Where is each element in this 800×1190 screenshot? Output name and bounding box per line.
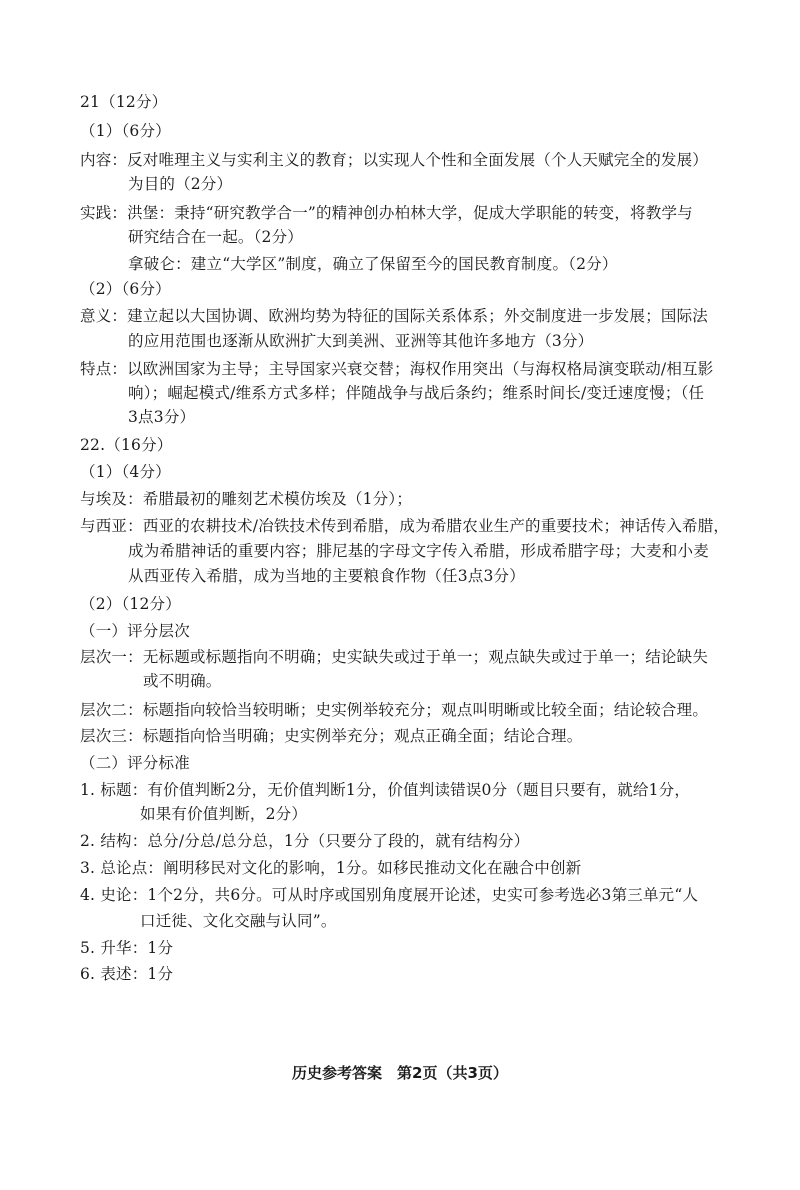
q21-meaning-line1 bbox=[80, 306, 708, 326]
practice-label: 实践： bbox=[80, 204, 128, 222]
level3-line1 bbox=[80, 726, 582, 746]
q21-content-line1 bbox=[80, 150, 708, 170]
level1-line1 bbox=[80, 647, 708, 667]
criterion-4-line1: 4. 史论：1个2分，共6分。可从时序或国别角度展开论述，史实可参考选必3第三单元“人 bbox=[80, 886, 699, 904]
q22-part1-heading: （1）（4分） bbox=[80, 463, 171, 481]
q21-practice-line1 bbox=[80, 203, 693, 223]
q21-content-line2: 为目的（2分） bbox=[128, 175, 233, 193]
q22-westasia-line3: 从西亚传入希腊，成为当地的主要粮食作物（任3点3分） bbox=[128, 567, 525, 585]
level2-label: 层次二： bbox=[80, 701, 143, 719]
level1-label: 层次一： bbox=[80, 648, 143, 666]
practice-text: 洪堡：秉持“研究教学合一”的精神创办柏林大学，促成大学职能的转变，将教学与 bbox=[127, 204, 693, 222]
feature-text: 以欧洲国家为主导；主导国家兴衰交替；海权作用突出（与海权格局演变联动/相互影 bbox=[127, 360, 714, 378]
criterion-4-line2: 口迁徙、文化交融与认同”。 bbox=[140, 912, 337, 930]
q21-feature-line2: 响）；崛起模式/维系方式多样；伴随战争与战后条约；维系时间长/变迁速度慢；（任 bbox=[128, 384, 705, 402]
q22-westasia-line2: 成为希腊神话的重要内容；腓尼基的字母文字传入希腊，形成希腊字母；大麦和小麦 bbox=[128, 542, 709, 560]
content-text: 反对唯理主义与实利主义的教育；以实现人个性和全面发展（个人天赋完全的发展） bbox=[127, 151, 709, 169]
level2-text: 标题指向较恰当较明晰；史实例举较充分；观点叫明晰或比较全面；结论较合理。 bbox=[142, 701, 709, 719]
criteria-title: （二）评分标准 bbox=[80, 754, 190, 772]
level2-line1 bbox=[80, 700, 708, 720]
q21-heading: 21（12分） bbox=[80, 93, 168, 111]
q22-westasia-line1 bbox=[80, 516, 729, 536]
q21-feature-line3: 3点3分） bbox=[128, 408, 196, 426]
level3-text: 标题指向恰当明确；史实例举充分；观点正确全面；结论合理。 bbox=[142, 727, 583, 745]
q22-part2-heading: （2）（12分） bbox=[80, 595, 181, 613]
content-label: 内容： bbox=[80, 151, 128, 169]
q21-feature-line1 bbox=[80, 359, 713, 379]
criterion-5: 5. 升华：1分 bbox=[80, 939, 174, 957]
westasia-text: 西亚的农耕技术/冶铁技术传到希腊，成为希腊农业生产的重要技术；神话传入希腊， bbox=[142, 517, 730, 535]
feature-label: 特点： bbox=[80, 360, 128, 378]
q21-practice-line3: 拿破仑：建立“大学区”制度，确立了保留至今的国民教育制度。（2分） bbox=[128, 255, 618, 273]
criterion-1-line2: 如果有价值判断，2分） bbox=[140, 805, 308, 823]
criterion-3: 3. 总论点：阐明移民对文化的影响，1分。如移民推动文化在融合中创新 bbox=[80, 859, 582, 877]
page-footer: 历史参考答案 第2页（共3页） bbox=[292, 1064, 508, 1082]
level3-label: 层次三： bbox=[80, 727, 143, 745]
level1-line2: 或不明确。 bbox=[143, 672, 222, 690]
q21-meaning-line2: 的应用范围也逐渐从欧洲扩大到美洲、亚洲等其他许多地方（3分） bbox=[128, 332, 594, 350]
criterion-6: 6. 表述：1分 bbox=[80, 965, 174, 983]
q22-egypt-line1 bbox=[80, 489, 412, 509]
q21-part1-heading: （1）（6分） bbox=[80, 122, 171, 140]
criterion-2: 2. 结构：总分/分总/总分总，1分（只要分了段的，就有结构分） bbox=[80, 832, 530, 850]
meaning-text: 建立起以大国协调、欧洲均势为特征的国际关系体系；外交制度进一步发展；国际法 bbox=[127, 307, 709, 325]
q22-heading: 22.（16分） bbox=[80, 436, 173, 454]
westasia-label: 与西亚： bbox=[80, 517, 143, 535]
egypt-label: 与埃及： bbox=[80, 490, 143, 508]
q21-part2-heading: （2）（6分） bbox=[80, 280, 171, 298]
level1-text: 无标题或标题指向不明确；史实缺失或过于单一；观点缺失或过于单一；结论缺失 bbox=[142, 648, 709, 666]
criterion-1-line1: 1. 标题：有价值判断2分，无价值判断1分，价值判读错误0分（题目只要有，就给1分， bbox=[80, 781, 691, 799]
egypt-text: 希腊最初的雕刻艺术模仿埃及（1分）； bbox=[142, 490, 413, 508]
levels-title: （一）评分层次 bbox=[80, 622, 190, 640]
meaning-label: 意义： bbox=[80, 307, 128, 325]
q21-practice-line2: 研究结合在一起。（2分） bbox=[128, 228, 304, 246]
